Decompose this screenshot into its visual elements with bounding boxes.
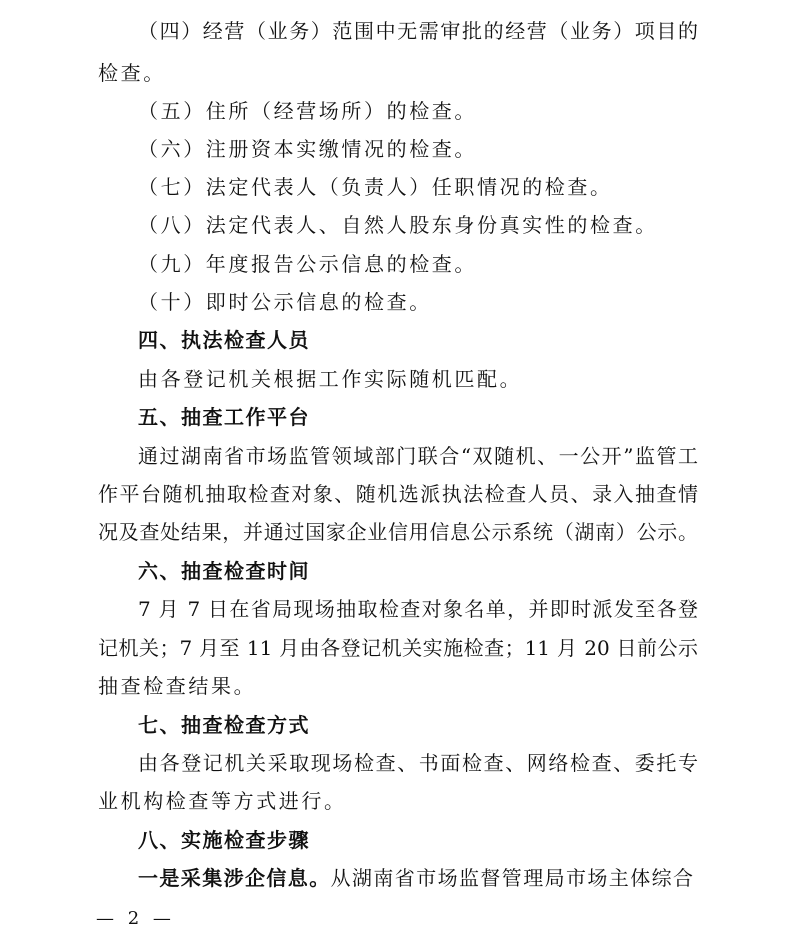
paragraph-line: 检查。 xyxy=(98,61,166,85)
paragraph-line: 由各登记机关采取现场检查、书面检查、网络检查、委托专 xyxy=(138,751,698,775)
page-number: — 2 — xyxy=(96,908,175,929)
list-item: （六）注册资本实缴情况的检查。 xyxy=(138,137,477,161)
list-item: （五）住所（经营场所）的检查。 xyxy=(138,99,477,123)
list-item: （八）法定代表人、自然人股东身份真实性的检查。 xyxy=(138,213,658,237)
paragraph-line: 通过湖南省市场监管领域部门联合“双随机、一公开”监管工 xyxy=(138,444,698,468)
paragraph-line: 由各登记机关根据工作实际随机匹配。 xyxy=(138,367,523,391)
paragraph-lead: 一是采集涉企信息。 xyxy=(138,866,331,890)
paragraph-text: 从湖南省市场监督管理局市场主体综合 xyxy=(330,866,695,890)
paragraph-line: 记机关；7 月至 11 月由各登记机关实施检查；11 月 20 日前公示 xyxy=(98,636,698,660)
list-item: （七）法定代表人（负责人）任职情况的检查。 xyxy=(138,175,613,199)
section-heading: 八、实施检查步骤 xyxy=(138,828,310,852)
section-heading: 四、执法检查人员 xyxy=(138,328,310,352)
list-item: （十）即时公示信息的检查。 xyxy=(138,290,432,314)
list-item: （九）年度报告公示信息的检查。 xyxy=(138,252,477,276)
paragraph-line: 抽查检查结果。 xyxy=(98,674,257,698)
section-heading: 六、抽查检查时间 xyxy=(138,559,310,583)
section-heading: 七、抽查检查方式 xyxy=(138,713,310,737)
paragraph-line: 作平台随机抽取检查对象、随机选派执法检查人员、录入抽查情 xyxy=(98,482,698,506)
paragraph-line: 况及查处结果，并通过国家企业信用信息公示系统（湖南）公示。 xyxy=(98,520,698,544)
paragraph-line: 业机构检查等方式进行。 xyxy=(98,789,347,813)
paragraph-line: （四）经营（业务）范围中无需审批的经营（业务）项目的 xyxy=(138,19,698,43)
section-heading: 五、抽查工作平台 xyxy=(138,405,310,429)
paragraph-line: 7 月 7 日在省局现场抽取检查对象名单，并即时派发至各登 xyxy=(138,597,698,621)
paragraph-line xyxy=(138,866,698,890)
